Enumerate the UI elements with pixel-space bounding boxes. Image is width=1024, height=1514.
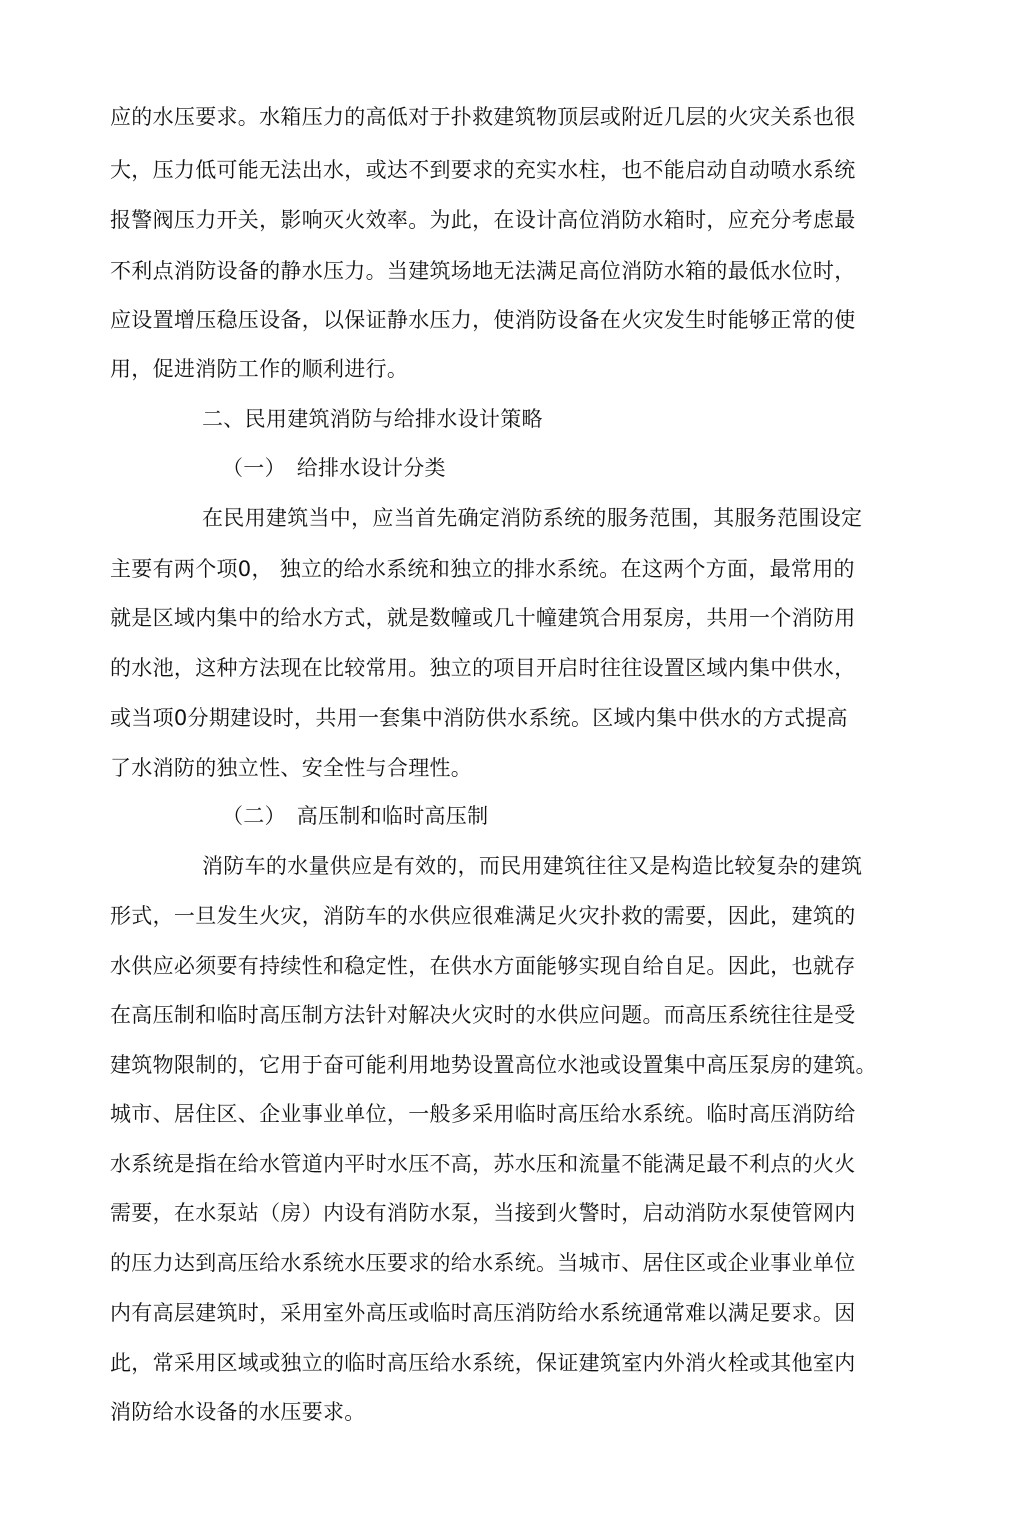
body-text-line: 不利点消防设备的静水压力。当建筑场地无法满足高位消防水箱的最低水位时， — [110, 259, 856, 283]
body-text-line: 就是区域内集中的给水方式，就是数幢或几十幢建筑合用泵房，共用一个消防用 — [110, 606, 856, 630]
body-text-line: 报警阀压力开关，影响灭火效率。为此，在设计高位消防水箱时，应充分考虑最 — [110, 208, 856, 232]
subsection-heading: （一） 给排水设计分类 — [222, 456, 446, 480]
body-text-line: 此，常采用区域或独立的临时高压给水系统，保证建筑室内外消火栓或其他室内 — [110, 1351, 856, 1375]
body-text-line: 建筑物限制的，它用于奋可能利用地势设置高位水池或设置集中高压泵房的建筑。 — [110, 1053, 877, 1077]
body-text-line: 需要，在水泵站（房）内设有消防水泵，当接到火警时，启动消防水泵使管网内 — [110, 1201, 856, 1225]
subsection-heading: （二） 高压制和临时高压制 — [222, 804, 489, 828]
body-text-line: 形式，一旦发生火灾，消防车的水供应很难满足火灾扑救的需要，因此，建筑的 — [110, 904, 856, 928]
section-heading: 二、民用建筑消防与给排水设计策略 — [202, 407, 543, 431]
body-text-line: 城市、居住区、企业事业单位，一般多采用临时高压给水系统。临时高压消防给 — [110, 1102, 856, 1126]
body-text-line: 主要有两个项0， 独立的给水系统和独立的排水系统。在这两个方面，最常用的 — [110, 557, 855, 581]
body-text-line: 在高压制和临时高压制方法针对解决火灾时的水供应问题。而高压系统往往是受 — [110, 1003, 856, 1027]
body-text-line: 的水池，这种方法现在比较常用。独立的项目开启时往往设置区域内集中供水， — [110, 656, 856, 680]
body-text-line: 水供应必须要有持续性和稳定性，在供水方面能够实现自给自足。因此，也就存 — [110, 954, 856, 978]
body-text-line: 的压力达到高压给水系统水压要求的给水系统。当城市、居住区或企业事业单位 — [110, 1251, 856, 1275]
body-text-line: 消防车的水量供应是有效的，而民用建筑往往又是构造比较复杂的建筑 — [202, 854, 863, 878]
body-text-line: 或当项0分期建设时，共用一套集中消防供水系统。区域内集中供水的方式提高 — [110, 706, 848, 730]
body-text-line: 应设置增压稳压设备，以保证静水压力，使消防设备在火灾发生时能够正常的使 — [110, 308, 856, 332]
body-text-line: 水系统是指在给水管道内平时水压不高，苏水压和流量不能满足最不利点的火火 — [110, 1152, 856, 1176]
body-text-line: 内有高层建筑时，采用室外高压或临时高压消防给水系统通常难以满足要求。因 — [110, 1301, 856, 1325]
body-text-line: 大，压力低可能无法出水，或达不到要求的充实水柱，也不能启动自动喷水系统 — [110, 158, 856, 182]
body-text-line: 了水消防的独立性、安全性与合理性。 — [110, 756, 473, 780]
body-text-line: 消防给水设备的水压要求。 — [110, 1400, 366, 1424]
body-text-line: 应的水压要求。水箱压力的高低对于扑救建筑物顶层或附近几层的火灾关系也很 — [110, 105, 856, 129]
body-text-line: 用，促进消防工作的顺利进行。 — [110, 357, 409, 381]
body-text-line: 在民用建筑当中，应当首先确定消防系统的服务范围，其服务范围设定 — [202, 506, 863, 530]
